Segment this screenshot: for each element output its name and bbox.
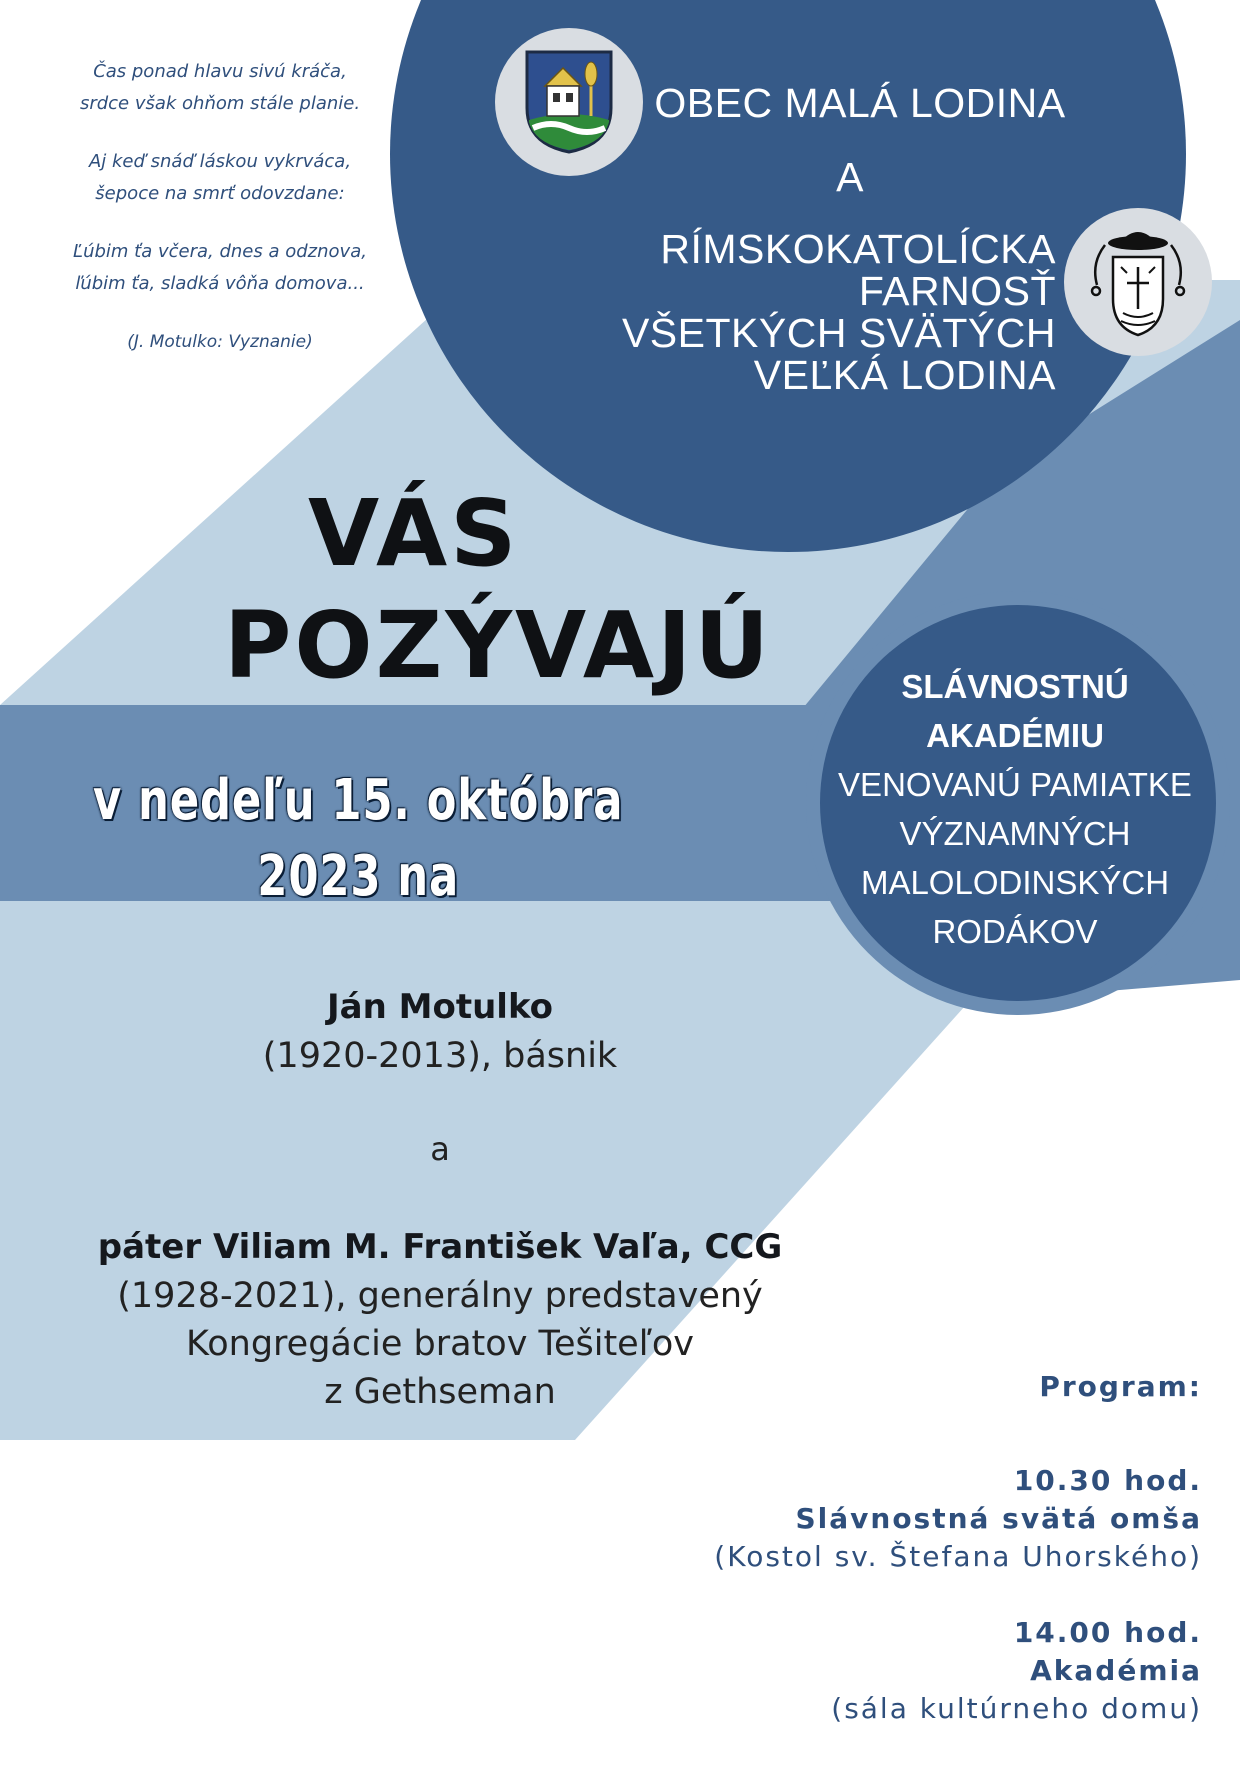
poem-line: ľúbim ťa, sladká vôňa domova...	[75, 273, 365, 294]
event-desc-line: VÝZNAMNÝCH	[899, 815, 1131, 852]
program-title: Program:	[1039, 1370, 1202, 1403]
program-event-name: Akadémia	[1030, 1654, 1202, 1687]
poem-line: šepoce na smrť odovzdane:	[95, 183, 345, 204]
event-date: v nedeľu 15. októbra 2023 na	[92, 768, 624, 909]
organizer-parish-line: VEĽKÁ LODINA	[753, 352, 1056, 398]
program-item	[640, 1462, 1202, 1576]
headline-line: VÁS	[308, 480, 520, 587]
village-coat-of-arms-icon	[523, 48, 615, 156]
poem-line: Aj keď snáď láskou vykrváca,	[88, 151, 352, 172]
organizer-parish-line: RÍMSKOKATOLÍCKA FARNOSŤ	[660, 226, 1056, 314]
program-place: (sála kultúrneho domu)	[831, 1692, 1202, 1725]
parish-coat-of-arms-icon	[1083, 223, 1193, 341]
event-desc-line: VENOVANÚ PAMIATKE	[838, 766, 1192, 803]
organizer-village: OBEC MALÁ LODINA	[654, 80, 1066, 126]
event-description	[810, 662, 1220, 956]
poem-author: (J. Motulko: Vyznanie)	[127, 332, 313, 352]
poem-line: Čas ponad hlavu sivú kráča,	[93, 61, 347, 82]
poem-line: srdce však ohňom stále planie.	[79, 93, 361, 114]
honoree-name: Ján Motulko	[327, 987, 553, 1027]
honoree-name: páter Viliam M. František Vaľa, CCG	[97, 1227, 783, 1267]
honoree	[160, 982, 720, 1080]
honoree-conjunction: a	[430, 1130, 450, 1168]
headline	[160, 478, 820, 702]
program-place: (Kostol sv. Štefana Uhorského)	[714, 1540, 1202, 1573]
parish-crest	[1064, 208, 1212, 356]
event-title-line: AKADÉMIU	[926, 717, 1104, 754]
headline-line: POZÝVAJÚ	[224, 592, 773, 699]
program	[640, 1368, 1202, 1766]
honoree-desc-line: z Gethseman	[324, 1372, 556, 1412]
program-time: 14.00 hod.	[1013, 1616, 1202, 1649]
program-time: 10.30 hod.	[1013, 1464, 1202, 1497]
program-event-name: Slávnostná svätá omša	[795, 1502, 1202, 1535]
program-item	[640, 1614, 1202, 1728]
honoree-desc-line: (1920-2013), básnik	[262, 1036, 618, 1076]
event-desc-line: RODÁKOV	[932, 913, 1098, 950]
honoree-desc-line: (1928-2021), generálny predstavený	[117, 1276, 763, 1316]
poem-stanza	[40, 146, 400, 210]
event-desc-line: MALOLODINSKÝCH	[860, 864, 1170, 901]
poem-line: Ľúbim ťa včera, dnes a odznova,	[73, 241, 367, 262]
poem-stanza	[40, 56, 400, 120]
event-title-line: SLÁVNOSTNÚ	[901, 668, 1129, 705]
organizer-parish-line: VŠETKÝCH SVÄTÝCH	[621, 310, 1056, 356]
poem-block	[40, 56, 400, 384]
honoree-desc-line: Kongregácie bratov Tešiteľov	[186, 1324, 694, 1364]
poem-stanza	[40, 236, 400, 300]
organizer-conjunction: A	[836, 154, 864, 200]
organizer-parish	[470, 228, 1056, 396]
village-crest	[495, 28, 643, 176]
